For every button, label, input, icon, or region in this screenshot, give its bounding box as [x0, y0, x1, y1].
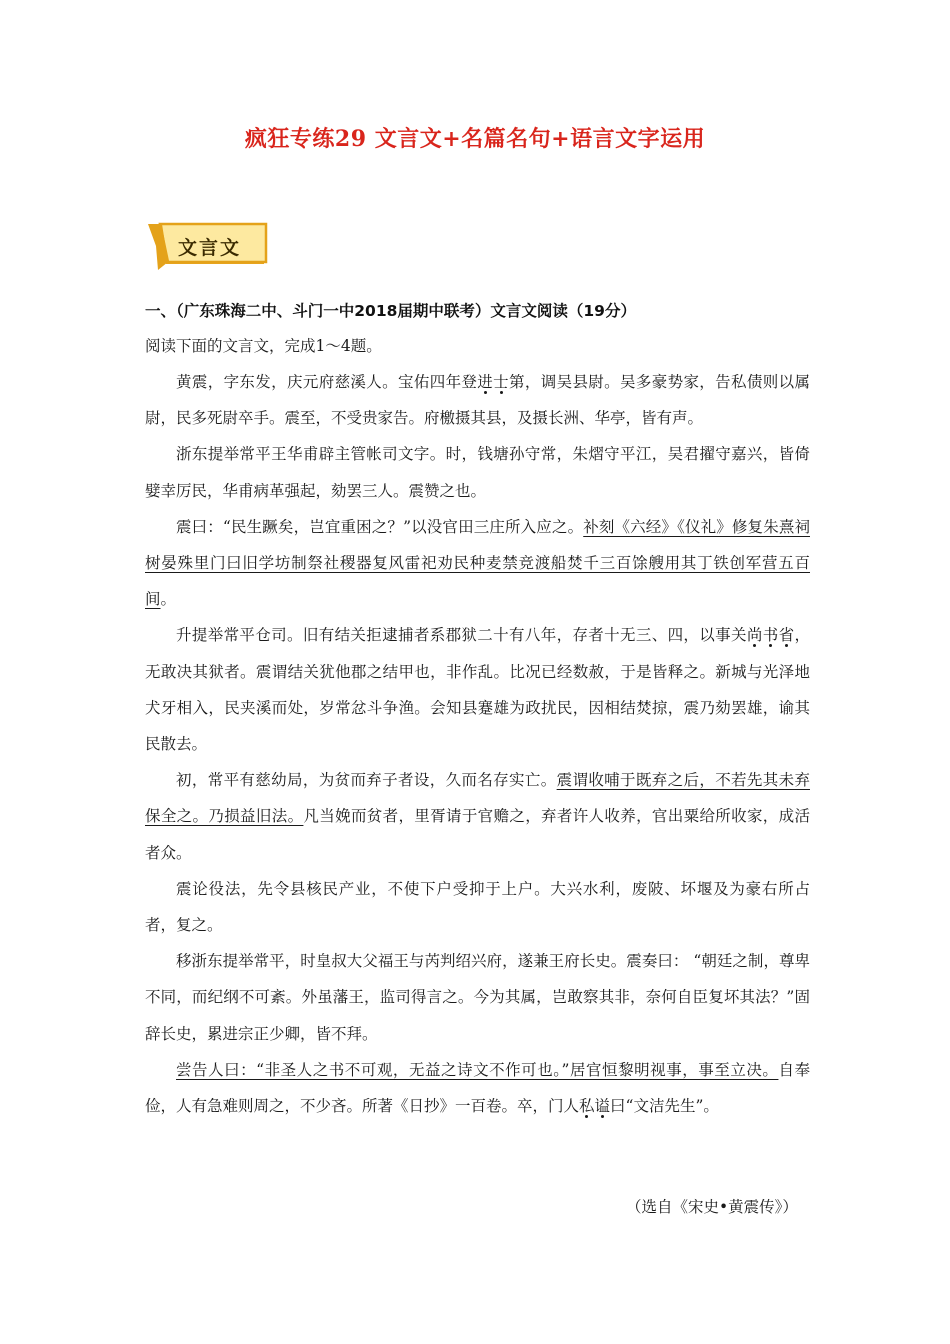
passage-paragraph-7: 移浙东提举常平，时皇叔大父福王与芮判绍兴府，遂兼王府长史。震奏曰： “朝廷之制，尊卑不同，而纪纲不可紊。外虽藩王，监司得言之。今为其属，岂敢察其非，奈何自臣复坏其法？”固辞长史，累进宗正少卿，皆不拜。	[145, 952, 810, 1043]
question-heading: 一、（广东珠海二中、斗门一中2018届期中联考）文言文阅读（19分）	[145, 302, 636, 320]
text-run: 。	[160, 590, 177, 609]
underlined-sentence: 尝告人曰：“非圣人之书不可观，无益之诗文不作可也。”居官恒黎明视事，事至立决。	[176, 1060, 779, 1079]
dotted-char: 士	[493, 373, 510, 391]
passage-paragraph-1	[145, 364, 810, 436]
dotted-char: 进	[477, 373, 494, 391]
dotted-char: 书	[762, 626, 779, 645]
text-run: 自奉俭，人有急难则周之，不少吝。所著《日抄》一百卷。卒，门人	[145, 1060, 810, 1116]
document-title: 疯狂专练29 文言文+名篇名句+语言文字运用	[244, 126, 706, 152]
text-run: 曰“文洁先生”。	[610, 1097, 719, 1116]
text-run: 震曰：“民生蹶矣，岂宜重困之？”以没官田三庄所入应之。	[176, 517, 584, 536]
passage-paragraph-6: 震论役法，先令县核民产业，不使下户受抑于上户。大兴水利，废陂、坏堰及为豪右所占者，复之。	[145, 879, 810, 935]
source-citation: （选自《宋史•黄震传》）	[626, 1198, 798, 1216]
passage-paragraph-4	[145, 617, 810, 762]
dotted-char: 省	[778, 626, 795, 645]
text-run: ，无敢决其狱者。震谓结关犹他郡之结甲也，非作乱。比况已经数赦，于是皆释之。新城与光泽地犬牙相入，民夹溪而处，岁常忿斗争渔。会知县蹇雄为政扰民，因相结焚掠，震乃劾罢雄，谕其民散去。	[145, 626, 810, 754]
text-run: 黄震，字东发，庆元府慈溪人。宝佑四年登	[176, 373, 478, 391]
dotted-char: 私	[579, 1097, 595, 1116]
text-run: 初，常平有慈幼局，为贫而弃子者设，久而名存实亡。	[176, 771, 557, 790]
text-run: 升提举常平仓司。旧有结关拒逮捕者系郡狱二十有八年，存者十无三、四，以事关	[176, 626, 747, 645]
underlined-sentence: 震谓收哺于既弃之后，不若先其未弃保全之。乃损益旧法。	[145, 771, 810, 826]
section-tag	[144, 222, 272, 272]
dotted-char: 尚	[746, 626, 763, 645]
section-tag-label: 文言文	[178, 237, 242, 259]
dotted-char: 谥	[594, 1097, 611, 1116]
passage-paragraph-8	[145, 1052, 810, 1124]
passage-paragraph-3	[145, 509, 810, 618]
instruction-text: 阅读下面的文言文，完成1～4题。	[145, 337, 382, 355]
text-run: 凡当娩而贫者，里胥请于官赡之，弃者许人收养，官出粟给所收家，成活者众。	[145, 807, 810, 862]
text-run: 第，调吴县尉。吴多豪势家，告私债则以属尉，民多死尉卒手。震至，不受贵家告。府檄摄其县，及摄长洲、华亭，皆有声。	[145, 373, 810, 428]
passage-paragraph-2: 浙东提举常平王华甫辟主管帐司文字。时，钱塘孙守常，朱熠守平江，吴君擢守嘉兴，皆倚嬖幸厉民，华甫病革强起，劾罢三人。震赞之也。	[145, 445, 810, 500]
passage-paragraph-5	[145, 762, 810, 871]
passage	[145, 364, 810, 1124]
underlined-sentence: 补刻《六经》《仪礼》修复朱熹祠树晏殊里门曰旧学坊制祭社稷器复风雷祀劝民种麦禁竞渡船焚千三百馀艘用其丁铁创军营五百间	[145, 517, 810, 609]
